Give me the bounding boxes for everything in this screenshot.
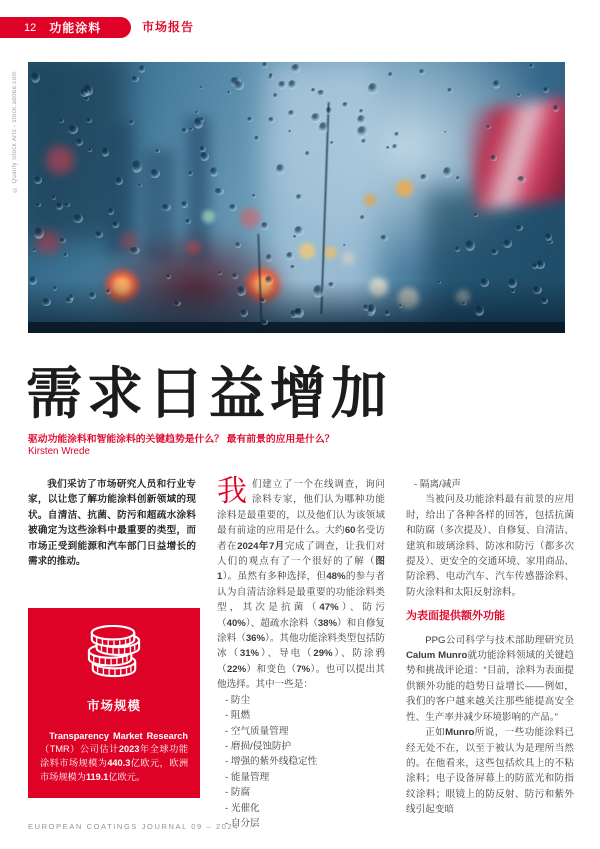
photo-white-bokeh [369, 278, 388, 297]
list-item: - 防尘 [225, 693, 385, 708]
list-item: - 隔离/减声 [414, 477, 574, 492]
column-2 [217, 477, 385, 831]
photo-amber-bokeh [364, 194, 376, 206]
column-1 [28, 477, 196, 831]
photo-white-bokeh [398, 288, 419, 309]
function-list-continued [406, 477, 574, 492]
photo-tail-light [243, 265, 283, 305]
journal-footer: EUROPEAN COATINGS JOURNAL 09 – 2024 [28, 822, 240, 831]
photo-red-bokeh [46, 146, 74, 174]
list-item: - 阻燃 [225, 708, 385, 723]
list-item: - 光催化 [225, 801, 385, 816]
drop-cap: 我 [217, 475, 247, 508]
photo-building [143, 150, 175, 262]
photo-amber-bokeh [324, 246, 337, 259]
infobox-title: 市场规模 [86, 699, 141, 714]
category-label: 市场报告 [142, 20, 195, 34]
photo-red-bokeh [120, 232, 138, 250]
body-paragraph-3: PPG公司科学与技术部助理研究员Calum Munro就功能涂料领域的关键趋势和挑战评论道：“目前，涂料为表面提供额外功能的趋势日益增长——例如，我们的客户越来越关注那些能提高安全性、生产率并减少环境影响的产品。” [406, 634, 574, 723]
list-item: - 防腐 [225, 785, 385, 800]
article-columns [28, 477, 574, 831]
coins-icon [83, 625, 145, 679]
photo-light-band [266, 62, 376, 312]
photo-building [105, 124, 133, 254]
function-list [217, 693, 385, 832]
list-item: - 自分层 [225, 816, 385, 831]
market-size-box [28, 608, 200, 798]
sub-heading: 为表面提供额外功能 [406, 610, 505, 623]
photo-white-bokeh [456, 290, 470, 304]
list-item: - 磨损/侵蚀防护 [225, 739, 385, 754]
photo-dark-corner [28, 62, 128, 242]
infobox-body: Transparency Market Research（TMR）公司估计2023年全球功能涂料市场规模为440.3亿欧元，欧洲市场规模为119.1亿欧元。 [40, 730, 189, 782]
photo-red-bokeh [240, 208, 260, 228]
standfirst: 驱动功能涂料和智能涂料的关键趋势是什么？ 最有前景的应用是什么？ [28, 434, 335, 445]
section-tab [0, 17, 131, 38]
photo-white-bokeh [342, 252, 355, 265]
intro-paragraph: 我们采访了市场研究人员和行业专家，以让您了解功能涂料创新领域的现状。自清洁、抗菌、防污和超疏水涂料被确定为这些涂料中最重要的类型，而市场正受到能源和汽车部门日益增长的需求的推动。 [28, 479, 196, 568]
body-paragraph-4: 正如Munro所说，一些功能涂料已经无处不在，以至于被认为是理所当然的。在他看来，这些包括炊具上的不粘涂料；电子设备屏幕上的防蓝光和防指纹涂料；眼镜上的防反射、防污和紫外线引起变暗 [406, 727, 575, 816]
section-label: 功能涂料 [49, 21, 102, 35]
photo-water-trickle [257, 234, 262, 333]
photo-red-sign [465, 97, 565, 211]
page-number: 12 [24, 21, 37, 34]
photo-sky-glow [246, 62, 565, 272]
hero-photo [28, 62, 565, 333]
photo-building [186, 117, 210, 262]
photo-water-trickle [320, 102, 329, 314]
list-item: - 空气质量管理 [225, 724, 385, 739]
author-byline: Kirsten Wrede [28, 446, 90, 457]
photo-green-bokeh [202, 210, 215, 223]
photo-amber-bokeh [396, 180, 413, 197]
body-paragraph-2: 当被问及功能涂料最有前景的应用时，给出了各种各样的回答，包括抗菌和防腐（多次提及）、自修复、自清洁、建筑和玻璃涂料、防冰和防污（都多次提及）、更安全的交通环境、家用商品、防涂鸦、电动汽车、汽车传感器涂料、防火涂料和太阳反射涂料。 [406, 494, 574, 598]
photo-amber-bokeh [299, 243, 315, 259]
list-item: - 增强的紫外线稳定性 [225, 754, 385, 769]
photo-car-silhouette [98, 230, 293, 333]
droplet-layer [28, 62, 565, 333]
photo-bottom-shadow [28, 280, 565, 333]
body-paragraph-1: 我们建立了一个在线调查，询问涂料专家，他们认为哪种功能涂料是最重要的，以及他们认为该领域最有前途的应用是什么。大约60名受访者在2024年7月完成了调查，让我们对人们的观点有了一个很好的了解（图1）。虽然有多种选择，但48%的参与者认为自清洁涂料是最重要的功能涂料类型，其次是抗菌（47%）、防污（40%）、超疏水涂料（38%）和自修复涂料（36%）。其他功能涂料类型包括防冰（31%）、导电（29%）、防涂鸦（22%）和变色（7%）。也可以提出其他选择。其中一些是： [217, 475, 386, 691]
photo-bottom-edge [28, 322, 565, 333]
photo-red-bokeh [36, 230, 60, 254]
page-title: 需求日益增加 [26, 362, 392, 425]
photo-dark-right [426, 190, 565, 333]
photo-red-bokeh [186, 240, 201, 255]
column-3 [406, 477, 574, 831]
list-item: - 能量管理 [225, 770, 385, 785]
photo-tail-light [103, 267, 141, 305]
photo-credit: © Quality Stock Arts - stock.adobe.com [12, 71, 18, 192]
